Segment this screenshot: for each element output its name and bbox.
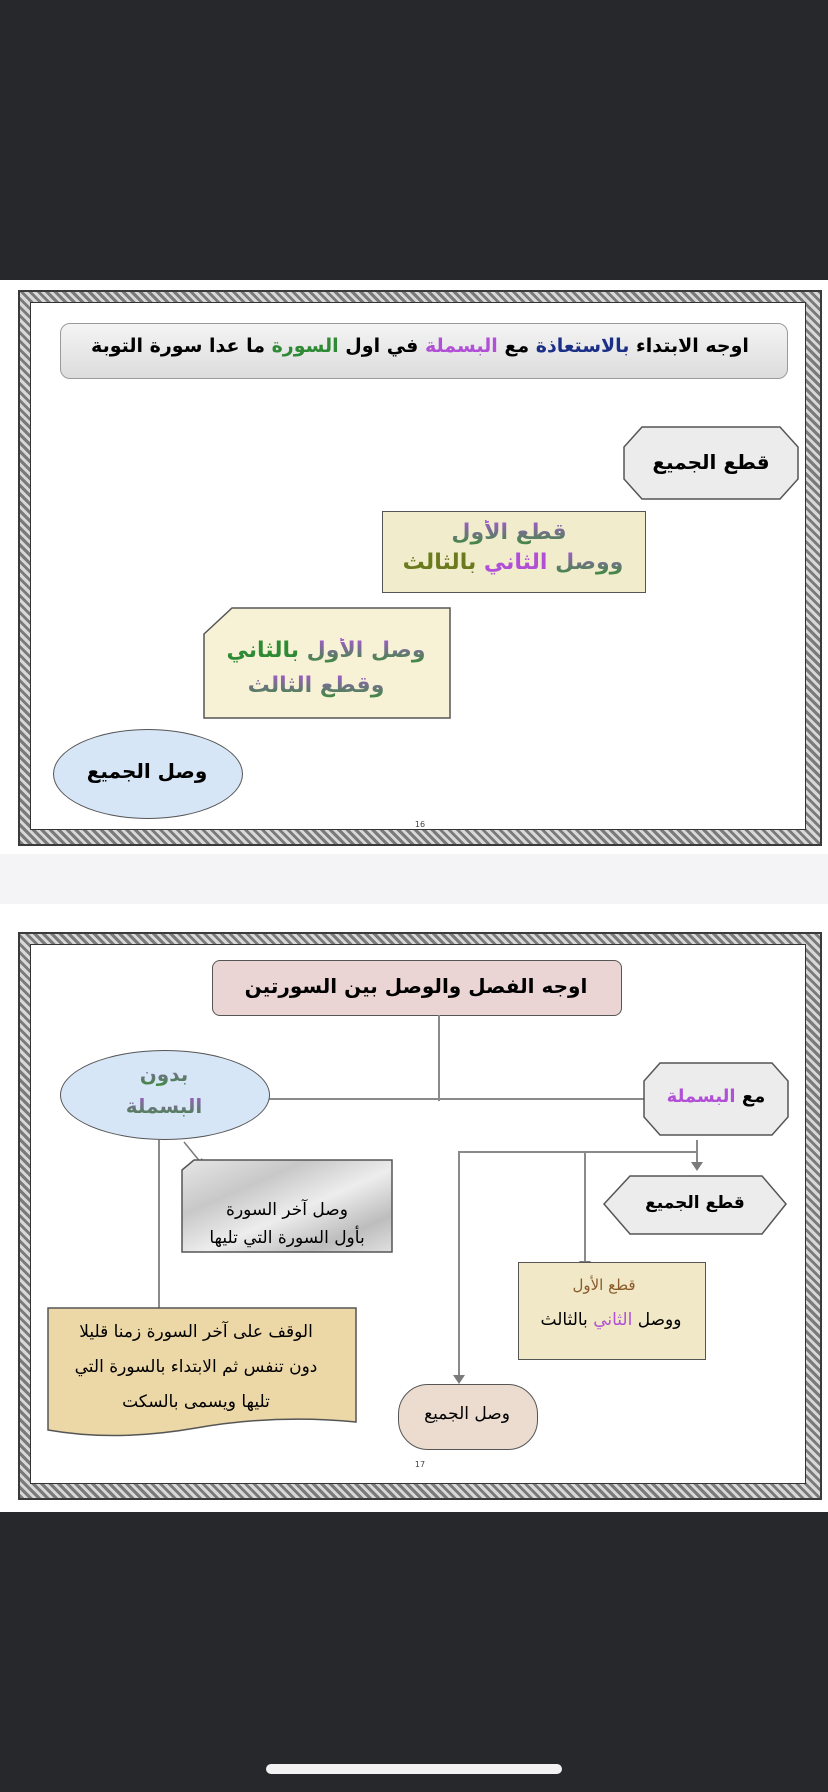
title-part: السورة bbox=[271, 335, 339, 357]
middle-option-line1: قطع الأول bbox=[432, 520, 586, 545]
slide-1-page-number: 16 bbox=[414, 820, 426, 829]
sakt-line3: تليها ويسمى بالسكت bbox=[122, 1392, 270, 1412]
slide-1 bbox=[0, 280, 828, 854]
marble-line2: بأول السورة التي تليها bbox=[209, 1228, 365, 1248]
mid-option-line2 bbox=[518, 1310, 704, 1330]
qat-all-label: قطع الجميع bbox=[652, 450, 770, 474]
slide-2-page-number: 17 bbox=[414, 1460, 426, 1469]
wasl-all-label: وصل الجميع bbox=[86, 759, 208, 783]
slide-2-title: اوجه الفصل والوصل بين السورتين bbox=[244, 974, 588, 998]
slide-1-title bbox=[60, 335, 780, 357]
with-basmala-text: البسملة bbox=[666, 1086, 736, 1107]
home-indicator[interactable] bbox=[266, 1764, 562, 1774]
without-basmala-line1: بدون bbox=[60, 1062, 268, 1086]
title-part: البسملة bbox=[424, 335, 498, 357]
left-option-text: وصل الأول bbox=[298, 638, 426, 663]
arrow-down bbox=[453, 1375, 465, 1384]
middle-option-text: ووصل bbox=[547, 550, 624, 575]
connector-line bbox=[458, 1151, 460, 1377]
connector-line bbox=[458, 1151, 698, 1153]
left-option-line1 bbox=[216, 638, 436, 663]
slide-separator bbox=[0, 854, 828, 904]
sakt-line2: دون تنفس ثم الابتداء بالسورة التي bbox=[74, 1357, 318, 1377]
connector-line bbox=[584, 1151, 586, 1263]
with-basmala-label bbox=[642, 1086, 790, 1107]
connector-line bbox=[266, 1098, 646, 1100]
left-option-box bbox=[202, 606, 452, 720]
middle-option-text: بالثالث bbox=[402, 550, 484, 575]
mid-option-line1: قطع الأول bbox=[572, 1276, 636, 1294]
connector-line bbox=[696, 1140, 698, 1164]
title-part: مع bbox=[497, 335, 536, 357]
middle-option-line2 bbox=[382, 550, 644, 575]
left-option-text: بالثاني bbox=[226, 638, 299, 663]
arrow-down bbox=[691, 1162, 703, 1171]
mid-option-text: ووصل bbox=[632, 1310, 682, 1330]
marble-line1: وصل آخر السورة bbox=[226, 1200, 348, 1220]
slide-2 bbox=[0, 904, 828, 1512]
mid-option-text: الثاني bbox=[593, 1310, 633, 1330]
title-part: ما عدا سورة التوبة bbox=[91, 335, 272, 357]
middle-option-text: الثاني bbox=[483, 550, 548, 575]
mid-option-text: بالثالث bbox=[540, 1310, 594, 1330]
left-option-line2: وقطع الثالث bbox=[216, 673, 416, 698]
sakt-line1: الوقف على آخر السورة زمنا قليلا bbox=[79, 1322, 313, 1342]
qat-all-label-2: قطع الجميع bbox=[645, 1193, 745, 1213]
title-part: اوجه الابتداء bbox=[629, 335, 749, 357]
title-part: بالاستعاذة bbox=[535, 335, 630, 357]
title-part: في اول bbox=[338, 335, 425, 357]
connector-line bbox=[438, 1015, 440, 1101]
without-basmala-line2: البسملة bbox=[60, 1094, 268, 1118]
with-basmala-text: مع bbox=[735, 1086, 766, 1107]
wasl-all-label-2: وصل الجميع bbox=[424, 1404, 510, 1424]
